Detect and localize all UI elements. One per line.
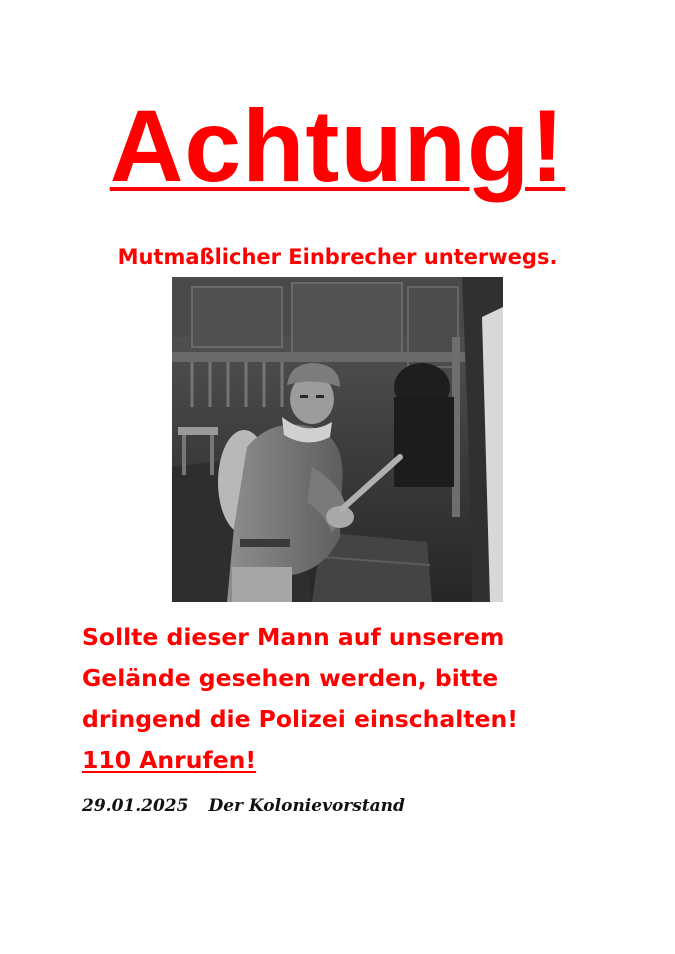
footer bbox=[82, 793, 405, 819]
suspect-photo bbox=[172, 277, 503, 602]
message-line: Gelände gesehen werden, bitte bbox=[82, 664, 499, 692]
message-line: Sollte dieser Mann auf unserem bbox=[82, 623, 505, 651]
headline: Achtung! bbox=[109, 89, 566, 203]
message-line: dringend die Polizei einschalten! bbox=[82, 705, 518, 733]
call-to-action: 110 Anrufen! bbox=[82, 746, 257, 774]
signer: Der Kolonievorstand bbox=[208, 796, 405, 816]
warning-message bbox=[82, 617, 652, 781]
subtitle: Mutmaßlicher Einbrecher unterwegs. bbox=[117, 245, 558, 269]
date: 29.01.2025 bbox=[82, 796, 189, 816]
